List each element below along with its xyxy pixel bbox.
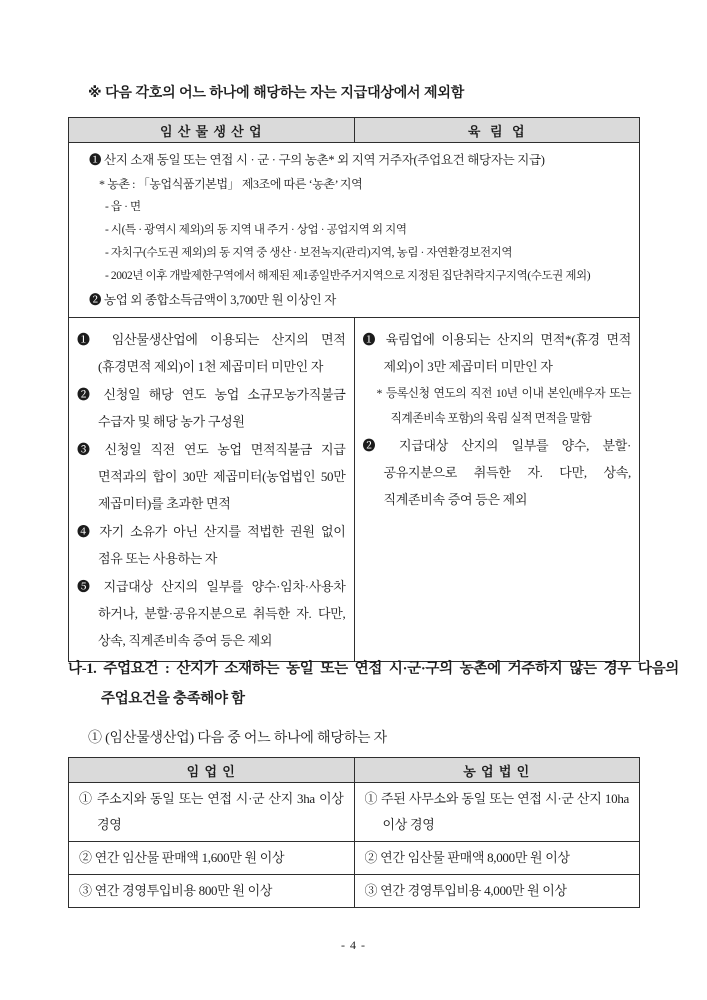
col-header-forester: 임 업 인 <box>69 758 355 783</box>
requirement-table-header-row <box>69 758 640 783</box>
common-item-1-note: * 농촌 : 「농업식품기본법」 제3조에 따른 ‘농촌’ 지역 <box>99 177 363 191</box>
right-item-2: ❷ 지급대상 산지의 일부를 양수, 분할·공유지분으로 취득한 자. 다만, 상속, 직계존비속 증여 등은 제외 <box>362 438 631 507</box>
right-item-1-note: * 등록신청 연도의 직전 10년 이내 본인(배우자 또는 직계존비속 포함)의 육림 실적 면적을 말함 <box>376 386 631 425</box>
left-item-2: ❷ 신청일 해당 연도 농업 소규모농가직불금 수급자 및 해당 농가 구성원 <box>77 387 346 429</box>
main-occupation-requirement-table <box>68 757 640 908</box>
left-item-3: ❸ 신청일 직전 연도 농업 면적직불금 지급 면적과의 합이 30만 제곱미터(농업법인 50만 제곱미터)를 초과한 면적 <box>77 442 346 511</box>
requirement-row-3 <box>69 875 640 908</box>
common-item-1-sub-3: - 자치구(수도권 제외)의 동 지역 중 생산 · 보전녹지(관리)지역, 농림 · 자연환경보전지역 <box>105 247 513 259</box>
forest-products-exclusions-cell <box>69 318 355 662</box>
left-item-1: ❶ 임산물생산업에 이용되는 산지의 면적(휴경면적 제외)이 1천 제곱미터 미만인 자 <box>77 332 346 374</box>
exclusion-table-header-row <box>69 118 640 143</box>
silviculture-exclusions-cell <box>354 318 640 662</box>
col-header-forest-products: 임 산 물 생 산 업 <box>69 118 355 143</box>
requirement-row-2 <box>69 842 640 875</box>
common-item-1: ❶ 산지 소재 동일 또는 연접 시 · 군 · 구의 농촌* 외 지역 거주자(주업요건 해당자는 지급) <box>89 153 545 167</box>
common-item-1-sub-1: - 읍 · 면 <box>105 201 141 213</box>
common-exclusions-cell <box>69 143 640 318</box>
exclusion-split-row <box>69 318 640 662</box>
exclusion-common-row <box>69 143 640 318</box>
col-header-agricultural-corporation: 농 업 법 인 <box>354 758 640 783</box>
req-row2-corporation: ② 연간 임산물 판매액 8,000만 원 이상 <box>354 842 640 875</box>
req-row1-forester: ① 주소지와 동일 또는 연접 시·군 산지 3ha 이상 경영 <box>69 783 355 842</box>
page-number: - 4 - <box>341 938 366 952</box>
exclusion-note-heading: ※ 다음 각호의 어느 하나에 해당하는 자는 지급대상에서 제외함 <box>88 84 465 100</box>
left-item-4: ❹ 자기 소유가 아닌 산지를 적법한 권원 없이 점유 또는 사용하는 자 <box>77 524 346 566</box>
common-item-2: ❷ 농업 외 종합소득금액이 3,700만 원 이상인 자 <box>89 293 337 307</box>
col-header-silviculture: 육 림 업 <box>354 118 640 143</box>
right-item-1: ❶ 육림업에 이용되는 산지의 면적*(휴경 면적 제외)이 3만 제곱미터 미만인 자 <box>362 332 631 374</box>
req-row3-corporation: ③ 연간 경영투입비용 4,000만 원 이상 <box>354 875 640 908</box>
req-row1-corporation: ① 주된 사무소와 동일 또는 연접 시·군 산지 10ha 이상 경영 <box>354 783 640 842</box>
common-item-1-sub-2: - 시(특 · 광역시 제외)의 동 지역 내 주거 · 상업 · 공업지역 외 지역 <box>105 224 407 236</box>
exclusion-table <box>68 117 640 662</box>
subsection-forest-products-line: ① (임산물생산업) 다음 중 어느 하나에 해당하는 자 <box>88 731 387 746</box>
req-row2-forester: ② 연간 임산물 판매액 1,600만 원 이상 <box>69 842 355 875</box>
requirement-row-1 <box>69 783 640 842</box>
section-heading-na1: 나-1. 주업요건 : 산지가 소재하는 동일 또는 연접 시·군·구의 농촌에 거주하지 않는 경우 다음의 주업요건을 충족해야 함 <box>68 661 679 707</box>
left-item-5: ❺ 지급대상 산지의 일부를 양수·임차·사용차 하거나, 분할·공유지분으로 취득한 자. 다만, 상속, 직계존비속 증여 등은 제외 <box>77 579 346 648</box>
common-item-1-sub-4: - 2002년 이후 개발제한구역에서 해제된 제1종일반주거지역으로 지정된 집단취락지구지역(수도권 제외) <box>105 270 591 282</box>
req-row3-forester: ③ 연간 경영투입비용 800만 원 이상 <box>69 875 355 908</box>
